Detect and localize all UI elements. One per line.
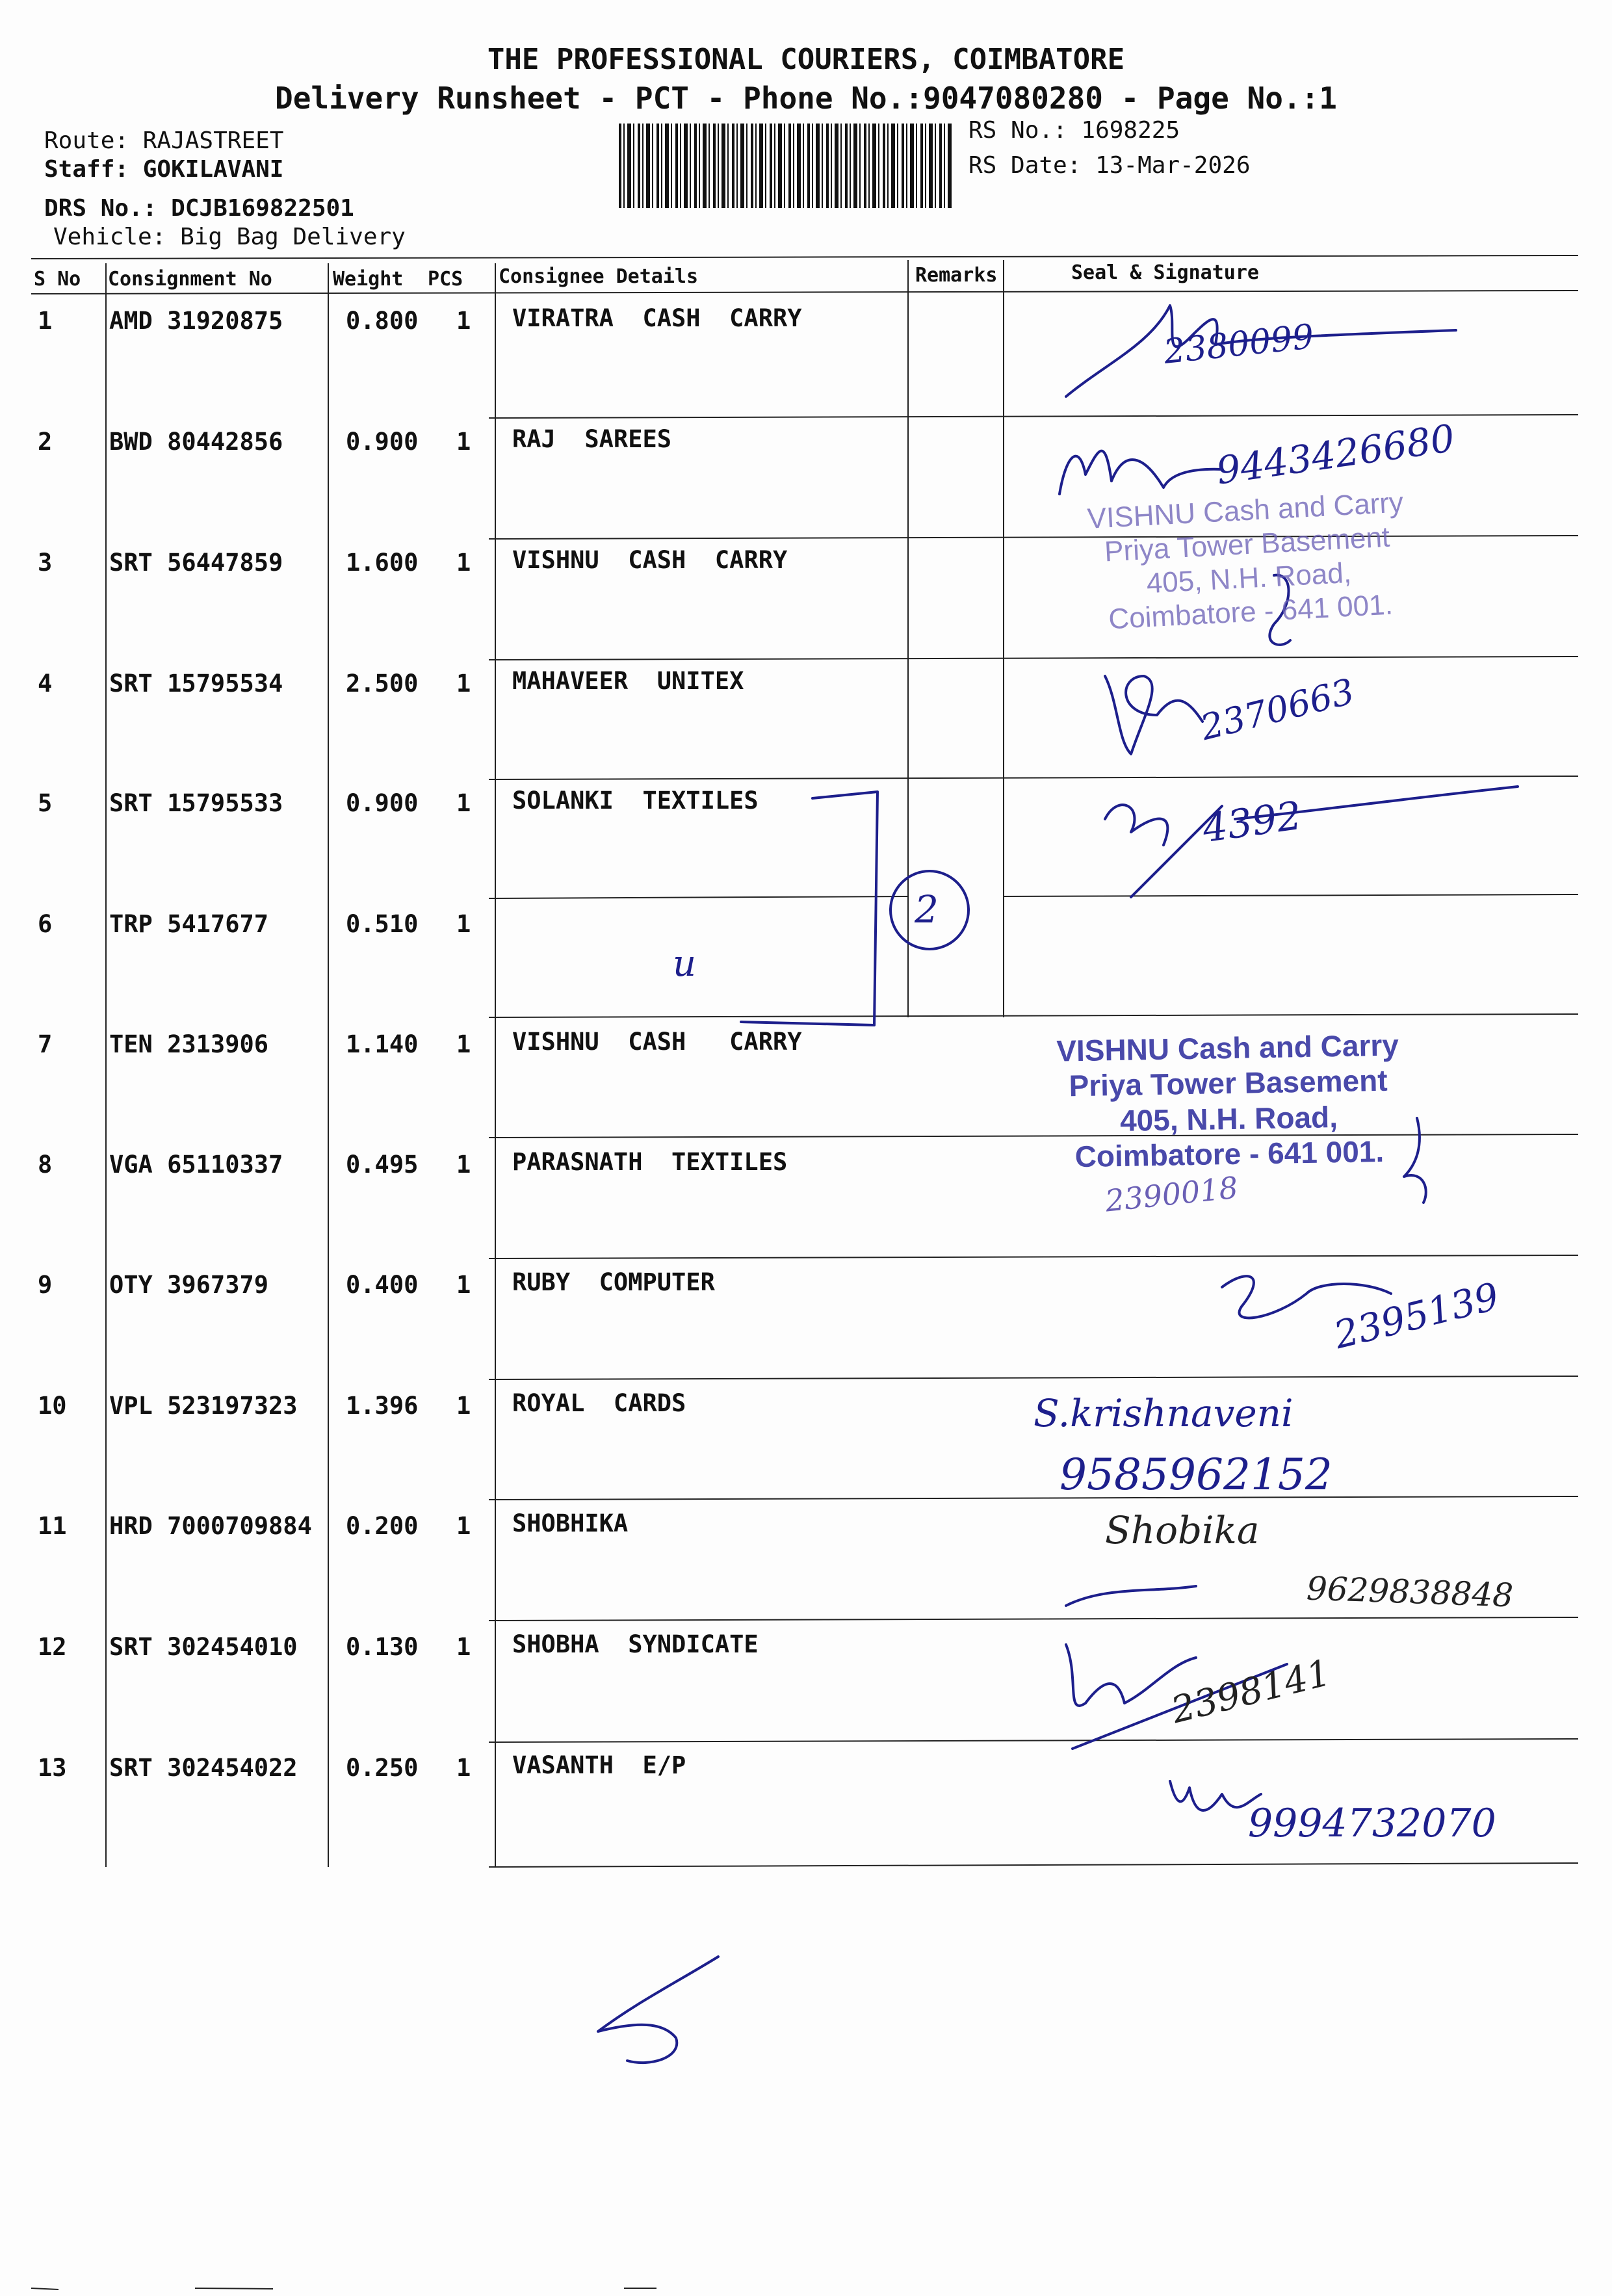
cell-weight: 0.800	[346, 307, 419, 335]
stamp-line-1: VISHNU Cash and Carry	[1086, 486, 1405, 535]
cell-consignment: SRT 302454010	[109, 1633, 298, 1661]
cell-consignee: VASANTH E/P	[512, 1751, 686, 1779]
vehicle-label: Vehicle:	[53, 224, 166, 250]
cell-pcs: 1	[456, 1633, 471, 1661]
cell-sno: 5	[38, 789, 53, 817]
cell-sno: 11	[38, 1512, 67, 1540]
col-weight: Weight	[333, 268, 404, 291]
cell-consignment: SRT 56447859	[109, 549, 283, 577]
signature-row-5	[1105, 787, 1518, 897]
rs-no-value: 1698225	[1081, 117, 1180, 144]
cell-consignment: VPL 523197323	[109, 1392, 298, 1420]
signature-row-2	[1060, 451, 1222, 494]
cell-sno: 2	[38, 428, 53, 456]
runsheet-subtitle: Delivery Runsheet - PCT - Phone No.:9047080280 - Page No.:1	[275, 81, 1337, 116]
cell-weight: 0.250	[346, 1754, 419, 1782]
cell-sno: 3	[38, 549, 53, 577]
cell-pcs: 1	[456, 1030, 471, 1058]
col-consignment: Consignment No	[108, 268, 272, 291]
cell-consignee: SHOBHA SYNDICATE	[512, 1630, 759, 1658]
cell-weight: 0.130	[346, 1633, 419, 1661]
cell-consignment: HRD 7000709884	[109, 1512, 312, 1540]
cell-consignment: SRT 15795533	[109, 789, 283, 817]
col-sno: S No	[34, 268, 81, 291]
cell-consignment: SRT 15795534	[109, 670, 283, 698]
bottom-scribble	[598, 1957, 718, 2063]
cell-consignment: VGA 65110337	[109, 1151, 283, 1179]
handwritten-row2-number: 9443426680	[1214, 415, 1457, 493]
stamp-line-4: Coimbatore - 641 001.	[1108, 588, 1394, 636]
cell-pcs: 1	[456, 1512, 471, 1540]
cell-sno: 9	[38, 1271, 53, 1299]
handwritten-row10-name: S.krishnaveni	[1034, 1391, 1294, 1435]
cell-consignee: ROYAL CARDS	[512, 1389, 686, 1417]
handwritten-row10-number: 9585962152	[1060, 1450, 1332, 1500]
cell-pcs: 1	[456, 670, 471, 698]
cell-pcs: 1	[456, 789, 471, 817]
cell-consignment: SRT 302454022	[109, 1754, 298, 1782]
cell-consignee: VIRATRA CASH CARRY	[512, 304, 802, 332]
col-remarks: Remarks	[915, 264, 998, 287]
cell-weight: 2.500	[346, 670, 419, 698]
cell-sno: 12	[38, 1633, 67, 1661]
cell-sno: 10	[38, 1392, 67, 1420]
handwritten-row6-mark: u	[673, 943, 697, 985]
cell-consignee: VISHNU CASH CARRY	[512, 546, 788, 574]
handwritten-row9-number: 2395139	[1329, 1273, 1503, 1358]
stamp-line-2: Priya Tower Basement	[1103, 521, 1391, 568]
handwritten-row1-number: 2380099	[1162, 317, 1316, 372]
cell-sno: 6	[38, 910, 53, 938]
cell-consignee: VISHNU CASH CARRY	[512, 1028, 802, 1056]
cell-weight: 0.900	[346, 428, 419, 456]
cell-consignee: PARASNATH TEXTILES	[512, 1148, 788, 1176]
handwritten-row12-number: 2398141	[1167, 1651, 1335, 1732]
cell-pcs: 1	[456, 1151, 471, 1179]
cell-pcs: 1	[456, 1392, 471, 1420]
cell-pcs: 1	[456, 910, 471, 938]
rs-no-label: RS No.:	[968, 117, 1067, 144]
cell-pcs: 1	[456, 428, 471, 456]
cell-consignee: RUBY COMPUTER	[512, 1268, 715, 1296]
vishnu-stamp-dark	[1000, 1026, 1457, 1175]
handwritten-row11-name: Shobika	[1105, 1508, 1260, 1552]
cell-pcs: 1	[456, 1754, 471, 1782]
cell-sno: 1	[38, 307, 53, 335]
stamp-dark-line-1: VISHNU Cash and Carry	[1056, 1028, 1399, 1068]
cell-consignment: OTY 3967379	[109, 1271, 269, 1299]
stamp-line-3: 405, N.H. Road,	[1145, 556, 1353, 599]
cell-sno: 13	[38, 1754, 67, 1782]
cell-consignee: SHOBHIKA	[512, 1509, 629, 1537]
col-pcs: PCS	[428, 268, 463, 291]
cell-weight: 1.600	[346, 549, 419, 577]
cell-weight: 0.900	[346, 789, 419, 817]
signature-row-4	[1105, 676, 1202, 754]
cell-consignment: BWD 80442856	[109, 428, 283, 456]
col-seal-signature: Seal & Signature	[1071, 261, 1259, 284]
cell-consignee: MAHAVEER UNITEX	[512, 667, 744, 695]
cell-consignment: TEN 2313906	[109, 1030, 269, 1058]
stamp-dark-line-2: Priya Tower Basement	[1069, 1063, 1388, 1103]
cell-weight: 1.140	[346, 1030, 419, 1058]
cell-consignment: TRP 5417677	[109, 910, 269, 938]
cell-sno: 4	[38, 670, 53, 698]
handwritten-row11-number: 9629838848	[1306, 1569, 1514, 1615]
route-label: Route:	[44, 127, 129, 154]
company-title: THE PROFESSIONAL COURIERS, COIMBATORE	[487, 43, 1125, 76]
cell-sno: 8	[38, 1151, 53, 1179]
cell-pcs: 1	[456, 307, 471, 335]
vehicle-value: Big Bag Delivery	[180, 224, 406, 250]
cell-pcs: 1	[456, 1271, 471, 1299]
handwritten-row8-number: 2390018	[1103, 1169, 1240, 1219]
handwritten-circle-number: 2	[915, 887, 939, 932]
cell-pcs: 1	[456, 549, 471, 577]
stamp-dark-line-3: 405, N.H. Road,	[1119, 1099, 1338, 1138]
bracket-mark	[741, 792, 878, 1025]
handwritten-row4-number: 2370663	[1196, 670, 1358, 749]
rs-date-value: 13-Mar-2026	[1095, 152, 1251, 179]
handwritten-row5-number: 4392	[1199, 792, 1305, 852]
cell-weight: 0.495	[346, 1151, 419, 1179]
cell-consignment: AMD 31920875	[109, 307, 283, 335]
cell-weight: 0.400	[346, 1271, 419, 1299]
signature-row-13	[1170, 1781, 1261, 1810]
cell-weight: 0.200	[346, 1512, 419, 1540]
cell-sno: 7	[38, 1030, 53, 1058]
route-value: RAJASTREET	[142, 127, 284, 154]
stamp-dark-line-4: Coimbatore - 641 001.	[1074, 1134, 1384, 1173]
cell-consignee: RAJ SAREES	[512, 425, 672, 453]
cell-weight: 1.396	[346, 1392, 419, 1420]
drs-value: DCJB169822501	[171, 195, 354, 222]
staff-value: GOKILAVANI	[142, 156, 284, 183]
vishnu-stamp-faded	[1030, 483, 1466, 640]
col-consignee: Consignee Details	[499, 265, 699, 288]
staff-label: Staff:	[44, 156, 129, 183]
handwritten-row13-number: 9994732070	[1248, 1801, 1496, 1846]
cell-consignee: SOLANKI TEXTILES	[512, 787, 759, 815]
cell-weight: 0.510	[346, 910, 419, 938]
rs-date-label: RS Date:	[968, 152, 1082, 179]
drs-label: DRS No.:	[44, 195, 157, 222]
signature-row-11	[1066, 1586, 1196, 1606]
